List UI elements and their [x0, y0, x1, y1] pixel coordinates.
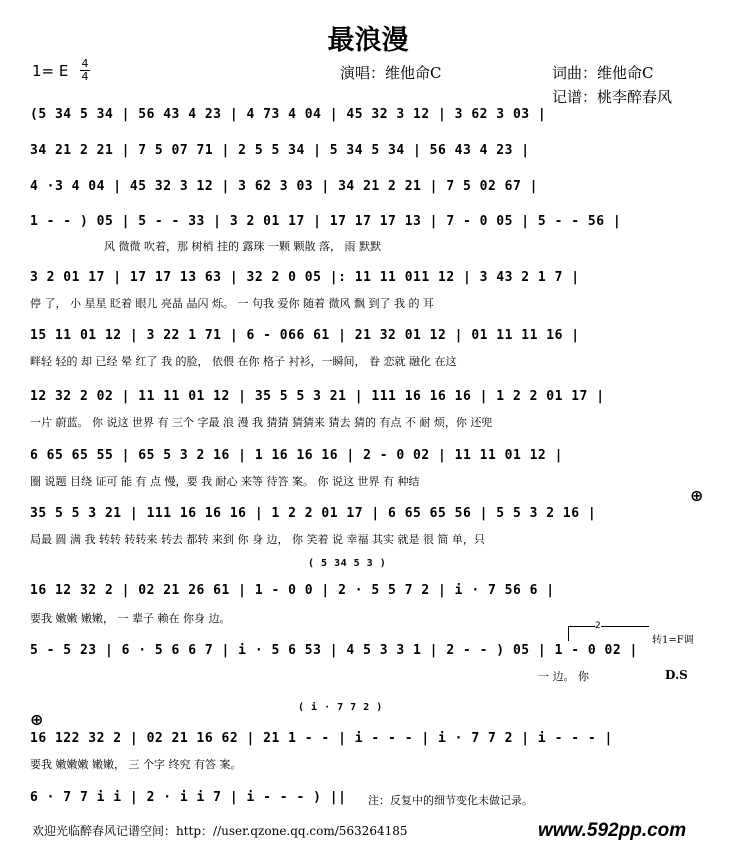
key-signature: 1= E: [32, 62, 69, 80]
score-row-10: 16 12 32 2 | 02 21 26 61 | 1 - 0 0 | 2 · 5 5 7 2 | i · 7 56 6 |: [30, 583, 555, 598]
lyric-row-8: 圈 说题 目绕 证可 能 有 点 慢，要 我 耐心 来等 待答 案。 你 说这 世界 有 种结: [30, 475, 420, 488]
score-row-12: 16 122 32 2 | 02 21 16 62 | 21 1 - - | i - - - | i · 7 7 2 | i - - - |: [30, 731, 613, 746]
lyric-row-6: 畔轻 轻的 却 已经 晕 红了 我 的脸， 依偎 在你 格子 衬衫，一瞬间， 眷 恋就 融化 在这: [30, 355, 457, 368]
lyric-row-12: 要我 嫩嫩嫩 嫩嫩， 三 个字 终究 有答 案。: [30, 758, 242, 771]
score-row-1: (5 34 5 34 | 56 43 4 23 | 4 73 4 04 | 45 32 3 12 | 3 62 3 03 |: [30, 107, 547, 122]
score-row-2: 34 21 2 21 | 7 5 07 71 | 2 5 5 34 | 5 34 5 34 | 56 43 4 23 |: [30, 143, 530, 158]
time-signature-top: 4: [81, 57, 89, 70]
score-row-9: 35 5 5 3 21 | 111 16 16 16 | 1 2 2 01 17 | 6 65 65 56 | 5 5 3 2 16 |: [30, 506, 597, 521]
coda-sign-icon: ⊕: [690, 486, 704, 505]
score-row-5: 3 2 01 17 | 17 17 13 63 | 32 2 0 05 |: 11 11 011 12 | 3 43 2 1 7 |: [30, 270, 580, 285]
coda-sign-start-icon: ⊕: [30, 710, 44, 729]
modulation-note: 转1=F调: [652, 635, 694, 646]
second-ending-bracket: [568, 621, 649, 641]
time-signature-bottom: 4: [81, 70, 89, 83]
score-row-6: 15 11 01 12 | 3 22 1 71 | 6 - 066 61 | 21 32 01 12 | 01 11 11 16 |: [30, 328, 580, 343]
score-row-11: 5 - 5 23 | 6 · 5 6 6 7 | i · 5 6 53 | 4 5 3 3 1 | 2 - - ) 05 | 1 - 0 02 |: [30, 643, 638, 658]
lyric-row-9: 局最 圆 满 我 转转 转转来 转去 都转 来到 你 身 边， 你 笑着 说 幸福 其实 就是 很 简 单，只: [30, 533, 485, 546]
singer-credit: 演唱：维他命C: [340, 64, 442, 82]
lyric-row-7: 一片 蔚蓝。 你 说这 世界 有 三个 字最 浪 漫 我 猜猜 猜猜来 猜去 猜的 有点 不 耐 烦，你 还兜: [30, 416, 493, 429]
score-row-13: 6 · 7 7 i i | 2 · i i 7 | i - - - ) ||: [30, 790, 347, 805]
lyric-row-5: 停 了， 小 星星 眨着 眼儿 亮晶 晶闪 烁。 一 句我 爱你 随着 微风 飘 到了 我 的 耳: [30, 297, 434, 310]
second-ending-number: 2: [595, 621, 601, 631]
footer-text: 欢迎光临醉春风记谱空间：http：//user.qzone.qq.com/563264185: [32, 824, 408, 838]
score-row-4: 1 - - ) 05 | 5 - - 33 | 3 2 01 17 | 17 17 17 13 | 7 - 0 05 | 5 - - 56 |: [30, 214, 622, 229]
coda-phrase: ( i · 7 7 2 ): [298, 702, 383, 713]
composer-credit: 词曲：维他命C: [552, 64, 654, 82]
lyric-row-4: 风 微微 吹着，那 树梢 挂的 露珠 一颗 颗散 落， 雨 默默: [104, 240, 381, 253]
score-row-7: 12 32 2 02 | 11 11 01 12 | 35 5 5 3 21 | 111 16 16 16 | 1 2 2 01 17 |: [30, 389, 605, 404]
transcriber-credit: 记谱：桃李醉春风: [552, 88, 673, 106]
score-row-3: 4 ·3 4 04 | 45 32 3 12 | 3 62 3 03 | 34 21 2 21 | 7 5 02 67 |: [30, 179, 538, 194]
interlude-phrase: ( 5 34 5 3 ): [308, 558, 387, 569]
site-watermark: www.592pp.com: [538, 820, 687, 841]
score-row-8: 6 65 65 55 | 65 5 3 2 16 | 1 16 16 16 | 2 - 0 02 | 11 11 01 12 |: [30, 448, 563, 463]
annotation-note: 注：反复中的细节变化未做记录。: [368, 794, 533, 807]
lyric-row-11: 一 边。 你: [538, 670, 589, 683]
page-title: 最浪漫: [327, 25, 409, 56]
time-signature: [80, 58, 90, 83]
lyric-row-10: 要我 嫩嫩 嫩嫩， 一 辈子 赖在 你身 边。: [30, 612, 231, 625]
ds-marking: D.S: [665, 668, 688, 682]
